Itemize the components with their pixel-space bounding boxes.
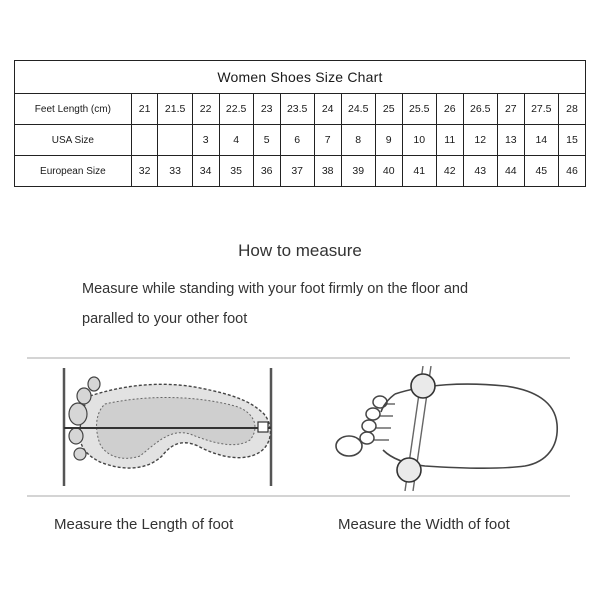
divider-top	[27, 357, 570, 359]
instruction-line-1: Measure while standing with your foot firmly on the floor and	[82, 281, 469, 297]
table-cell: 39	[341, 156, 375, 187]
section-heading: How to measure	[238, 241, 362, 260]
table-cell: 25	[375, 94, 402, 125]
foot-length-icon	[50, 366, 290, 491]
table-cell: 10	[402, 125, 436, 156]
table-cell: 25.5	[402, 94, 436, 125]
table-cell: 42	[436, 156, 463, 187]
table-cell: 27.5	[524, 94, 558, 125]
table-cell: 23	[253, 94, 280, 125]
table-cell: 36	[253, 156, 280, 187]
table-cell: 46	[558, 156, 585, 187]
caption-length: Measure the Length of foot	[54, 516, 234, 533]
table-title: Women Shoes Size Chart	[15, 61, 586, 94]
table-cell: 11	[436, 125, 463, 156]
table-cell: 27	[497, 94, 524, 125]
table-cell: 43	[463, 156, 497, 187]
table-cell: 21.5	[158, 94, 192, 125]
table-row	[15, 125, 586, 156]
table-cell: 40	[375, 156, 402, 187]
row-header: USA Size	[15, 125, 132, 156]
table-cell: 24	[314, 94, 341, 125]
table-cell: 9	[375, 125, 402, 156]
table-cell: 26	[436, 94, 463, 125]
table-cell	[158, 125, 192, 156]
table-cell: 22.5	[219, 94, 253, 125]
table-cell: 24.5	[341, 94, 375, 125]
table-cell: 3	[192, 125, 219, 156]
table-cell: 4	[219, 125, 253, 156]
divider-bottom	[27, 495, 570, 497]
table-cell: 35	[219, 156, 253, 187]
table-cell: 6	[280, 125, 314, 156]
table-row	[15, 156, 586, 187]
table-cell: 34	[192, 156, 219, 187]
table-cell: 15	[558, 125, 585, 156]
table-cell: 32	[131, 156, 158, 187]
table-cell: 33	[158, 156, 192, 187]
table-title-row	[15, 61, 586, 94]
table-row	[15, 94, 586, 125]
table-cell: 5	[253, 125, 280, 156]
table-cell: 26.5	[463, 94, 497, 125]
instruction-line-2: paralled to your other foot	[82, 311, 248, 327]
table-cell: 22	[192, 94, 219, 125]
table-cell: 38	[314, 156, 341, 187]
table-cell: 12	[463, 125, 497, 156]
size-chart-table	[14, 60, 586, 187]
table-cell: 44	[497, 156, 524, 187]
table-cell: 41	[402, 156, 436, 187]
table-cell: 7	[314, 125, 341, 156]
table-cell: 45	[524, 156, 558, 187]
table-cell: 8	[341, 125, 375, 156]
table-cell: 21	[131, 94, 158, 125]
table-cell: 14	[524, 125, 558, 156]
caption-width: Measure the Width of foot	[338, 516, 510, 533]
table-cell: 13	[497, 125, 524, 156]
foot-width-icon	[335, 366, 570, 491]
table-cell	[131, 125, 158, 156]
table-cell: 28	[558, 94, 585, 125]
row-header: European Size	[15, 156, 132, 187]
table-cell: 23.5	[280, 94, 314, 125]
row-header: Feet Length (cm)	[15, 94, 132, 125]
table-cell: 37	[280, 156, 314, 187]
